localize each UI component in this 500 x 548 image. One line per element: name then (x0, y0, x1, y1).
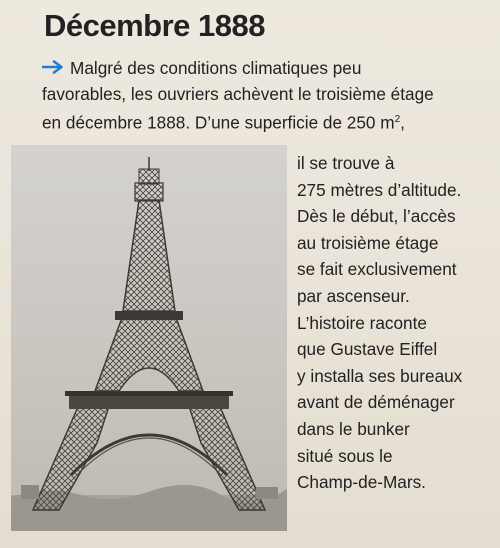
intro-paragraph (42, 55, 494, 136)
intro-line-3 (42, 107, 494, 136)
side-line-12: situé sous le (297, 445, 393, 466)
side-line-3: Dès le début, l’accès (297, 206, 456, 227)
arrow-right-icon (42, 60, 64, 74)
intro-line-2: favorables, les ouvriers achèvent le troisième étage (42, 84, 434, 104)
superscript-2: 2 (394, 114, 401, 125)
side-line-2: 275 mètres d’altitude. (297, 179, 462, 200)
intro-comma: , (400, 112, 405, 133)
side-line-13: Champ-de-Mars. (297, 472, 426, 493)
eiffel-tower-photo (11, 145, 287, 531)
side-line-8: que Gustave Eiffel (297, 339, 438, 360)
side-line-1: il se trouve à (297, 153, 395, 173)
intro-line-1 (42, 55, 494, 81)
side-line-10: avant de déménager (297, 392, 455, 413)
eiffel-tower-illustration (11, 145, 287, 531)
intro-text-1: Malgré des conditions climatiques peu (70, 58, 362, 78)
side-line-4: au troisième étage (297, 232, 439, 253)
article-title: Décembre 1888 (44, 8, 265, 43)
side-line-9: y installa ses bureaux (297, 365, 463, 386)
side-line-7: L’histoire raconte (297, 312, 427, 333)
side-line-5: se fait exclusivement (297, 259, 457, 280)
side-line-11: dans le bunker (297, 418, 410, 439)
intro-text-3: en décembre 1888. D’une superficie de 250 m (42, 112, 395, 133)
side-paragraph (297, 150, 497, 496)
side-line-6: par ascenseur. (297, 285, 410, 306)
